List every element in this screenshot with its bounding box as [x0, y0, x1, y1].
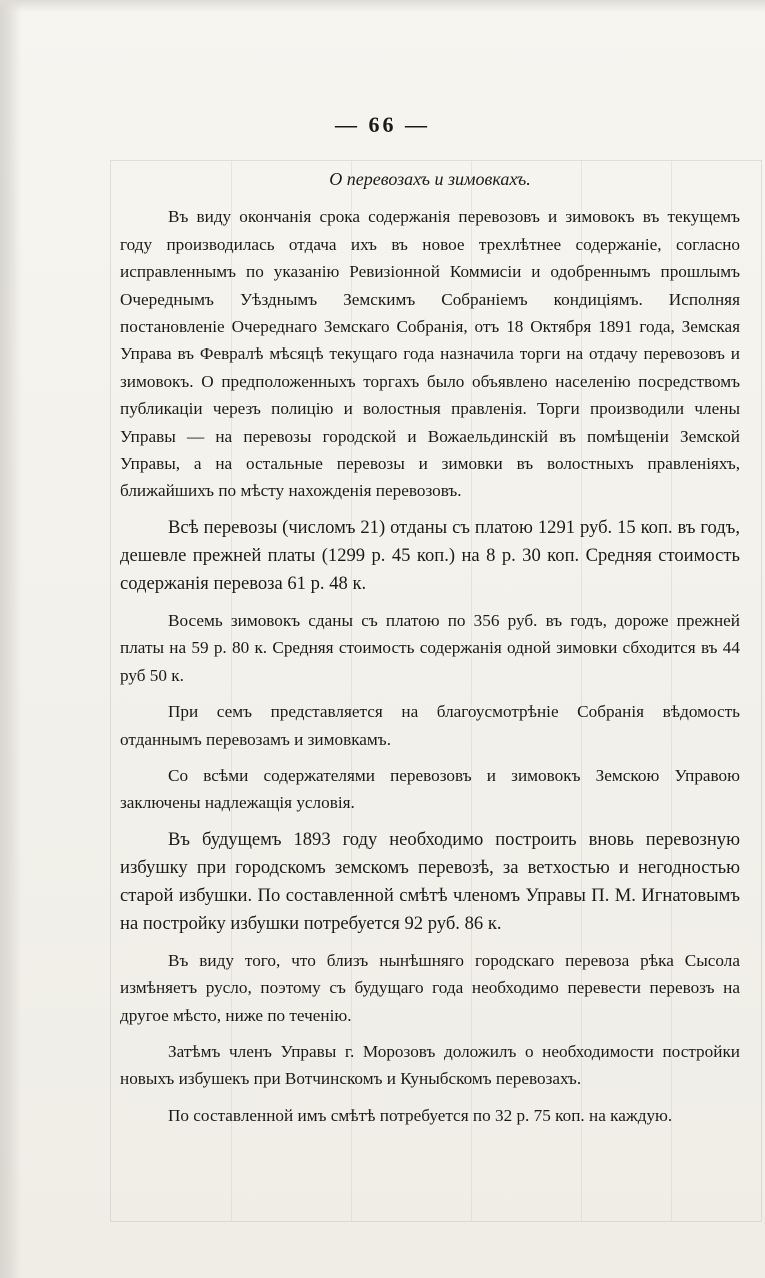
page-body — [120, 160, 740, 1138]
page-shadow-left — [0, 0, 22, 1278]
paragraph-6: Въ будущемъ 1893 году необходимо построить вновь перевозную избушку при городскомъ земскомъ перевозѣ, за ветхостью и негодностью старой избушки. По составленной смѣтѣ членомъ Управы П. М. Игнатовымъ на постройку избушки потребуется 92 руб. 86 к. — [120, 828, 740, 934]
page-shadow-top — [0, 0, 765, 12]
paragraph-3: Восемь зимовокъ сданы съ платою по 356 руб. въ годъ, дороже прежней платы на 59 р. 80 к. Средняя стоимость содержанія одной зимовки сбходится въ 44 руб 50 к. — [120, 610, 740, 685]
page-number: — 66 — — [335, 112, 430, 137]
section-heading: О перевозахъ и зимовкахъ. — [329, 169, 531, 189]
paragraph-4: При семъ представляется на благоусмотрѣніе Собранія вѣдомость отданнымъ перевозамъ и зимовкамъ. — [120, 702, 740, 749]
paragraph-7: Въ виду того, что близъ нынѣшняго городскаго перевоза рѣка Сысола измѣняетъ русло, поэтому съ будущаго года необходимо перевести перевозъ на другое мѣсто, ниже по теченію. — [120, 950, 740, 1025]
paragraph-2: Всѣ перевозы (числомъ 21) отданы съ платою 1291 руб. 15 коп. въ годъ, дешевле прежней платы (1299 р. 45 коп.) на 8 р. 30 коп. Средняя стоимость содержанія перевоза 61 р. 48 к. — [120, 516, 740, 594]
paragraph-1: Въ виду окончанія срока содержанія перевозовъ и зимовокъ въ текущемъ году производилась отдача ихъ въ новое трехлѣтнее содержаніе, согласно исправленнымъ по указанію Ревизіонной Коммисіи и одобреннымъ прошлымъ Очереднымъ Уѣзднымъ Земскимъ Собраніемъ кондиціямъ. Исполняя постановленіе Очереднаго Земскаго Собранія, отъ 18 Октября 1891 года, Земская Управа въ Февралѣ мѣсяцѣ текущаго года назначила торги на отдачу перевозовъ и зимовокъ. О предположенныхъ торгахъ было объявлено населенію посредствомъ публикаціи черезъ полицію и волостныя правленія. Торги производили члены Управы — на перевозы городской и Вожаельдинскій въ помѣщеніи Земской Управы, а на остальные перевозы и зимовки въ волостныхъ правленіяхъ, ближайшихъ по мѣсту нахожденія перевозовъ. — [120, 207, 740, 501]
paragraph-5: Со всѣми содержателями перевозовъ и зимовокъ Земскою Управою заключены надлежащія условія. — [120, 765, 740, 813]
paragraph-8: Затѣмъ членъ Управы г. Морозовъ доложилъ о необходимости постройки новыхъ избушекъ при Вотчинскомъ и Куныбскомъ перевозахъ. — [120, 1041, 740, 1089]
paragraph-9: По составленной имъ смѣтѣ потребуется по 32 р. 75 коп. на каждую. — [168, 1105, 673, 1125]
